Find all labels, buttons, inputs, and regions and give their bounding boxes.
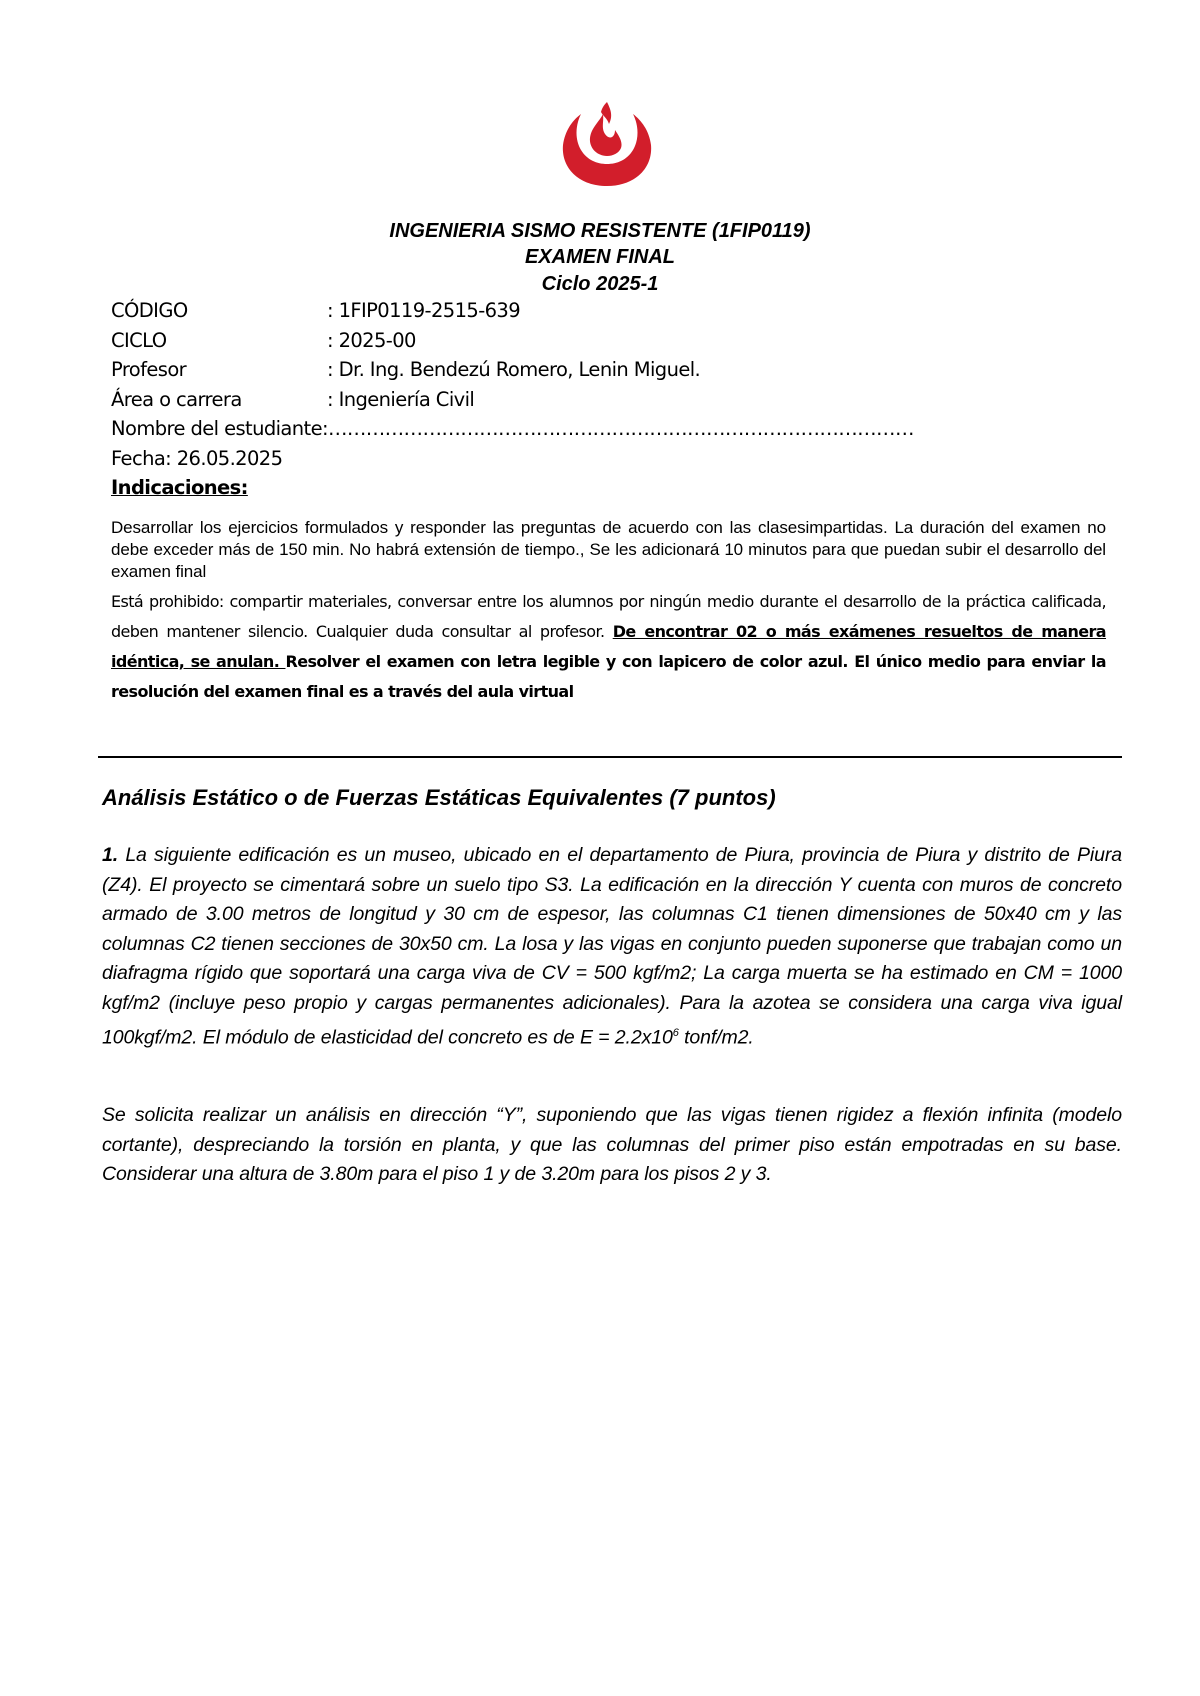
profesor-value: : Dr. Ing. Bendezú Romero, Lenin Miguel. bbox=[327, 358, 701, 381]
ciclo-value: : 2025-00 bbox=[327, 328, 416, 352]
info-row-codigo bbox=[111, 296, 1111, 326]
codigo-value: : 1FIP0119-2515-639 bbox=[327, 299, 521, 322]
ciclo-label: CICLO bbox=[111, 328, 167, 352]
info-row-area bbox=[111, 385, 1111, 415]
section-title: Análisis Estático o de Fuerzas Estáticas Equivalentes (7 puntos) bbox=[102, 785, 776, 810]
exam-title: EXAMEN FINAL bbox=[525, 246, 675, 268]
info-row-ciclo bbox=[111, 326, 1111, 356]
codigo-label: CÓDIGO bbox=[111, 299, 188, 322]
problem-request: Se solicita realizar un análisis en dirección “Y”, suponiendo que las vigas tienen rigidez a flexión infinita (modelo cortante), despreciando la torsión en planta, y que las columnas del primer piso están empotradas en su base. Considerar una altura de 3.80m para el piso 1 y de 3.20m para los pisos 2 y 3. bbox=[102, 1104, 1122, 1186]
course-title: INGENIERIA SISMO RESISTENTE (1FIP0119) bbox=[389, 220, 811, 242]
rules-part-b: De encontrar 02 o más exámenes resueltos de manera idéntica, se anulan. bbox=[111, 622, 1107, 671]
university-logo-icon bbox=[557, 100, 657, 188]
exam-info bbox=[111, 296, 1111, 503]
indicaciones-title: Indicaciones: bbox=[111, 476, 248, 499]
rules-part-c: Resolver el examen con letra legible y con lapicero de color azul. El único medio para enviar la resolución del examen final es a través del aula virtual bbox=[111, 652, 1106, 701]
indicaciones-text: Desarrollar los ejercicios formulados y responder las preguntas de acuerdo con las clasesimpartidas. La duración del examen no debe exceder más de 150 min. No habrá extensión de tiempo., Se les adicionará 10 minutos para que puedan subir el desarrollo del examen final bbox=[111, 518, 1106, 581]
cycle-title: Ciclo 2025-1 bbox=[541, 273, 659, 295]
problem-statement bbox=[102, 841, 1122, 1053]
info-row-profesor bbox=[111, 355, 1111, 385]
exam-date: Fecha: 26.05.2025 bbox=[111, 446, 283, 470]
section-divider bbox=[98, 756, 1122, 758]
student-name-line: Nombre del estudiante:………………………………………………………………………………… bbox=[111, 417, 914, 440]
exam-rules bbox=[111, 587, 1106, 707]
area-label: Área o carrera bbox=[111, 387, 242, 411]
problem-exponent: 6 bbox=[672, 1026, 679, 1039]
problem-text: La siguiente edificación es un museo, ubicado en el departamento de Piura, provincia de Piura y distrito de Piura (Z4). El proyecto se cimentará sobre un suelo tipo S3. La edificación en la dirección Y cuenta con muros de concreto armado de 3.00 metros de longitud y 30 cm de espesor, las columnas C1 tienen dimensiones de 50x40 cm y las columnas C2 tienen secciones de 30x50 cm. La losa y las vigas en conjunto pueden suponerse que trabajan como un diafragma rígido que soportará una carga viva de CV = 500 kgf/m2; La carga muerta se ha estimado en CM = 1000 kgf/m2 (incluye peso propio y cargas permanentes adicionales). Para la azotea se considera una carga viva igual 100kgf/m2. El módulo de elasticidad del concreto es de E = 2.2x10 bbox=[102, 844, 1122, 1049]
area-value: : Ingeniería Civil bbox=[327, 387, 475, 411]
problem-number: 1. bbox=[102, 844, 119, 866]
profesor-label: Profesor bbox=[111, 358, 187, 381]
rules-part-a: Está prohibido: compartir materiales, conversar entre los alumnos por ningún medio durante el desarrollo de la práctica calificada, deben mantener silencio. Cualquier duda consultar al profesor. bbox=[111, 592, 1106, 641]
problem-text-end: tonf/m2. bbox=[678, 1026, 754, 1049]
